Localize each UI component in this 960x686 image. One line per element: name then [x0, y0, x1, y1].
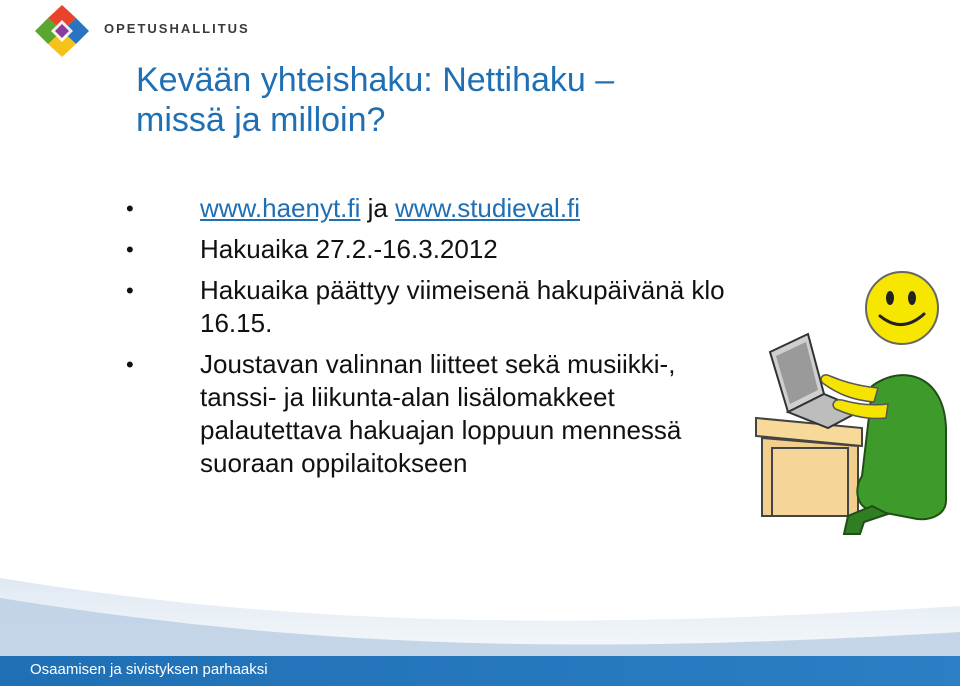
bullet-websites: [126, 192, 726, 225]
studieval-link[interactable]: www.studieval.fi: [395, 193, 581, 223]
footer: [0, 576, 960, 686]
opetushallitus-logo-icon: [32, 2, 92, 60]
page-title: [136, 60, 776, 140]
smiley-at-laptop-icon: [752, 268, 950, 540]
haenyt-link[interactable]: www.haenyt.fi: [200, 193, 361, 223]
bullet-application-period: • Hakuaika 27.2.-16.3.2012: [126, 233, 726, 266]
bullet-websites-joiner: ja: [360, 193, 396, 223]
title-line-1: Kevään yhteishaku: Nettihaku –: [136, 61, 615, 99]
logo-text: OPETUSHALLITUS: [104, 21, 250, 36]
bullet-deadline: • Hakuaika päättyy viimeisenä hakupäivänä klo 16.15.: [126, 274, 726, 340]
footer-slogan: Osaamisen ja sivistyksen parhaaksi: [30, 661, 268, 678]
bullet-list: [126, 192, 726, 488]
title-line-2: missä ja milloin?: [136, 101, 386, 139]
bullet-attachments: • Joustavan valinnan liitteet sekä musiikki-, tanssi- ja liikunta-alan lisälomakkeet palautettava hakuajan loppuun mennessä suoraan oppilaitokseen: [126, 348, 726, 480]
